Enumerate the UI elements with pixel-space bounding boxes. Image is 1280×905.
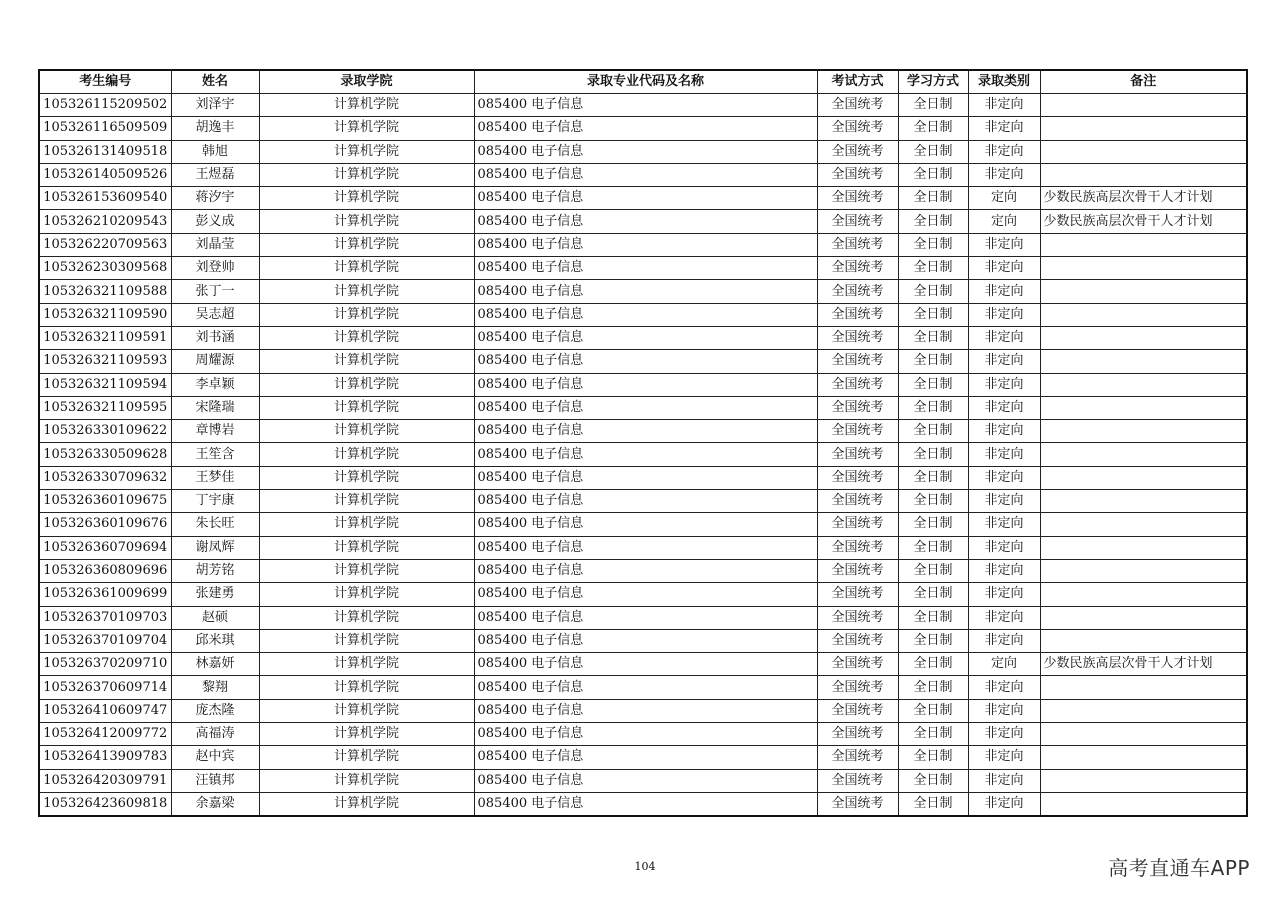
admission-category-cell: 非定向 bbox=[968, 94, 1040, 117]
major-cell: 085400 电子信息 bbox=[474, 490, 817, 513]
exam-type-cell: 全国统考 bbox=[817, 257, 898, 280]
college-cell: 计算机学院 bbox=[259, 443, 474, 466]
name-cell: 赵中宾 bbox=[171, 746, 259, 769]
study-mode-cell: 全日制 bbox=[898, 559, 968, 582]
table-row bbox=[39, 140, 1247, 163]
study-mode-cell: 全日制 bbox=[898, 466, 968, 489]
exam-type-cell: 全国统考 bbox=[817, 117, 898, 140]
college-cell: 计算机学院 bbox=[259, 117, 474, 140]
table-row bbox=[39, 606, 1247, 629]
name-cell: 刘晶莹 bbox=[171, 233, 259, 256]
major-cell: 085400 电子信息 bbox=[474, 326, 817, 349]
watermark-text: 高考直通车APP bbox=[1108, 856, 1250, 880]
name-cell: 刘书涵 bbox=[171, 326, 259, 349]
table-row bbox=[39, 210, 1247, 233]
admission-category-cell: 非定向 bbox=[968, 350, 1040, 373]
name-cell: 张建勇 bbox=[171, 583, 259, 606]
name-cell: 赵硕 bbox=[171, 606, 259, 629]
table-row bbox=[39, 723, 1247, 746]
candidate-id-cell: 105326360709694 bbox=[39, 536, 171, 559]
candidate-id-cell: 105326413909783 bbox=[39, 746, 171, 769]
table-row bbox=[39, 676, 1247, 699]
admission-category-cell: 非定向 bbox=[968, 373, 1040, 396]
remarks-cell bbox=[1040, 396, 1247, 419]
table-row bbox=[39, 280, 1247, 303]
table-row bbox=[39, 746, 1247, 769]
major-cell: 085400 电子信息 bbox=[474, 117, 817, 140]
remarks-cell bbox=[1040, 233, 1247, 256]
column-header: 学习方式 bbox=[898, 70, 968, 94]
admission-category-cell: 非定向 bbox=[968, 257, 1040, 280]
admission-category-cell: 非定向 bbox=[968, 420, 1040, 443]
study-mode-cell: 全日制 bbox=[898, 653, 968, 676]
remarks-cell bbox=[1040, 606, 1247, 629]
study-mode-cell: 全日制 bbox=[898, 676, 968, 699]
exam-type-cell: 全国统考 bbox=[817, 559, 898, 582]
college-cell: 计算机学院 bbox=[259, 373, 474, 396]
exam-type-cell: 全国统考 bbox=[817, 373, 898, 396]
major-cell: 085400 电子信息 bbox=[474, 396, 817, 419]
study-mode-cell: 全日制 bbox=[898, 443, 968, 466]
name-cell: 张丁一 bbox=[171, 280, 259, 303]
college-cell: 计算机学院 bbox=[259, 606, 474, 629]
exam-type-cell: 全国统考 bbox=[817, 792, 898, 816]
name-cell: 蒋汐宇 bbox=[171, 187, 259, 210]
candidate-id-cell: 105326360109675 bbox=[39, 490, 171, 513]
college-cell: 计算机学院 bbox=[259, 536, 474, 559]
candidate-id-cell: 105326115209502 bbox=[39, 94, 171, 117]
major-cell: 085400 电子信息 bbox=[474, 257, 817, 280]
exam-type-cell: 全国统考 bbox=[817, 350, 898, 373]
admission-category-cell: 定向 bbox=[968, 210, 1040, 233]
candidate-id-cell: 105326423609818 bbox=[39, 792, 171, 816]
column-header: 备注 bbox=[1040, 70, 1247, 94]
major-cell: 085400 电子信息 bbox=[474, 140, 817, 163]
exam-type-cell: 全国统考 bbox=[817, 466, 898, 489]
remarks-cell bbox=[1040, 746, 1247, 769]
table-row bbox=[39, 373, 1247, 396]
name-cell: 黎翔 bbox=[171, 676, 259, 699]
study-mode-cell: 全日制 bbox=[898, 769, 968, 792]
admission-category-cell: 非定向 bbox=[968, 303, 1040, 326]
name-cell: 胡芳铭 bbox=[171, 559, 259, 582]
name-cell: 周耀源 bbox=[171, 350, 259, 373]
college-cell: 计算机学院 bbox=[259, 629, 474, 652]
column-header: 录取类别 bbox=[968, 70, 1040, 94]
admission-table bbox=[38, 69, 1248, 817]
study-mode-cell: 全日制 bbox=[898, 210, 968, 233]
exam-type-cell: 全国统考 bbox=[817, 746, 898, 769]
remarks-cell bbox=[1040, 443, 1247, 466]
admission-category-cell: 非定向 bbox=[968, 536, 1040, 559]
remarks-cell bbox=[1040, 257, 1247, 280]
college-cell: 计算机学院 bbox=[259, 490, 474, 513]
candidate-id-cell: 105326210209543 bbox=[39, 210, 171, 233]
major-cell: 085400 电子信息 bbox=[474, 373, 817, 396]
major-cell: 085400 电子信息 bbox=[474, 280, 817, 303]
admission-category-cell: 定向 bbox=[968, 653, 1040, 676]
college-cell: 计算机学院 bbox=[259, 280, 474, 303]
table-row bbox=[39, 233, 1247, 256]
college-cell: 计算机学院 bbox=[259, 210, 474, 233]
remarks-cell bbox=[1040, 792, 1247, 816]
college-cell: 计算机学院 bbox=[259, 163, 474, 186]
exam-type-cell: 全国统考 bbox=[817, 490, 898, 513]
candidate-id-cell: 105326321109595 bbox=[39, 396, 171, 419]
admission-category-cell: 非定向 bbox=[968, 466, 1040, 489]
admission-category-cell: 非定向 bbox=[968, 583, 1040, 606]
name-cell: 章博岩 bbox=[171, 420, 259, 443]
admission-category-cell: 非定向 bbox=[968, 443, 1040, 466]
name-cell: 王煜磊 bbox=[171, 163, 259, 186]
admission-category-cell: 非定向 bbox=[968, 396, 1040, 419]
study-mode-cell: 全日制 bbox=[898, 94, 968, 117]
name-cell: 余嘉梁 bbox=[171, 792, 259, 816]
table-row bbox=[39, 303, 1247, 326]
exam-type-cell: 全国统考 bbox=[817, 280, 898, 303]
table-row bbox=[39, 350, 1247, 373]
candidate-id-cell: 105326360109676 bbox=[39, 513, 171, 536]
remarks-cell bbox=[1040, 723, 1247, 746]
table-row bbox=[39, 513, 1247, 536]
admission-category-cell: 定向 bbox=[968, 187, 1040, 210]
candidate-id-cell: 105326321109594 bbox=[39, 373, 171, 396]
exam-type-cell: 全国统考 bbox=[817, 769, 898, 792]
table-body bbox=[39, 94, 1247, 817]
college-cell: 计算机学院 bbox=[259, 559, 474, 582]
college-cell: 计算机学院 bbox=[259, 699, 474, 722]
remarks-cell bbox=[1040, 769, 1247, 792]
major-cell: 085400 电子信息 bbox=[474, 303, 817, 326]
college-cell: 计算机学院 bbox=[259, 513, 474, 536]
candidate-id-cell: 105326153609540 bbox=[39, 187, 171, 210]
remarks-cell bbox=[1040, 629, 1247, 652]
candidate-id-cell: 105326412009772 bbox=[39, 723, 171, 746]
candidate-id-cell: 105326361009699 bbox=[39, 583, 171, 606]
exam-type-cell: 全国统考 bbox=[817, 210, 898, 233]
exam-type-cell: 全国统考 bbox=[817, 420, 898, 443]
major-cell: 085400 电子信息 bbox=[474, 792, 817, 816]
candidate-id-cell: 105326321109591 bbox=[39, 326, 171, 349]
college-cell: 计算机学院 bbox=[259, 303, 474, 326]
header-row bbox=[39, 70, 1247, 94]
remarks-cell bbox=[1040, 583, 1247, 606]
candidate-id-cell: 105326140509526 bbox=[39, 163, 171, 186]
name-cell: 胡逸丰 bbox=[171, 117, 259, 140]
college-cell: 计算机学院 bbox=[259, 746, 474, 769]
major-cell: 085400 电子信息 bbox=[474, 723, 817, 746]
remarks-cell bbox=[1040, 699, 1247, 722]
column-header: 考生编号 bbox=[39, 70, 171, 94]
candidate-id-cell: 105326116509509 bbox=[39, 117, 171, 140]
column-header: 姓名 bbox=[171, 70, 259, 94]
admission-category-cell: 非定向 bbox=[968, 117, 1040, 140]
column-header: 录取专业代码及名称 bbox=[474, 70, 817, 94]
study-mode-cell: 全日制 bbox=[898, 396, 968, 419]
college-cell: 计算机学院 bbox=[259, 420, 474, 443]
study-mode-cell: 全日制 bbox=[898, 606, 968, 629]
admission-category-cell: 非定向 bbox=[968, 326, 1040, 349]
name-cell: 庞杰隆 bbox=[171, 699, 259, 722]
table-row bbox=[39, 396, 1247, 419]
candidate-id-cell: 105326360809696 bbox=[39, 559, 171, 582]
table-row bbox=[39, 466, 1247, 489]
table-row bbox=[39, 490, 1247, 513]
table-row bbox=[39, 769, 1247, 792]
major-cell: 085400 电子信息 bbox=[474, 233, 817, 256]
candidate-id-cell: 105326370609714 bbox=[39, 676, 171, 699]
candidate-id-cell: 105326410609747 bbox=[39, 699, 171, 722]
major-cell: 085400 电子信息 bbox=[474, 583, 817, 606]
name-cell: 彭义成 bbox=[171, 210, 259, 233]
remarks-cell bbox=[1040, 163, 1247, 186]
major-cell: 085400 电子信息 bbox=[474, 443, 817, 466]
college-cell: 计算机学院 bbox=[259, 792, 474, 816]
candidate-id-cell: 105326420309791 bbox=[39, 769, 171, 792]
name-cell: 宋隆瑞 bbox=[171, 396, 259, 419]
exam-type-cell: 全国统考 bbox=[817, 676, 898, 699]
name-cell: 王梦佳 bbox=[171, 466, 259, 489]
remarks-cell bbox=[1040, 466, 1247, 489]
college-cell: 计算机学院 bbox=[259, 653, 474, 676]
table-row bbox=[39, 443, 1247, 466]
table-row bbox=[39, 583, 1247, 606]
study-mode-cell: 全日制 bbox=[898, 746, 968, 769]
remarks-cell bbox=[1040, 140, 1247, 163]
college-cell: 计算机学院 bbox=[259, 257, 474, 280]
major-cell: 085400 电子信息 bbox=[474, 536, 817, 559]
college-cell: 计算机学院 bbox=[259, 233, 474, 256]
name-cell: 谢凤辉 bbox=[171, 536, 259, 559]
major-cell: 085400 电子信息 bbox=[474, 559, 817, 582]
admission-category-cell: 非定向 bbox=[968, 490, 1040, 513]
exam-type-cell: 全国统考 bbox=[817, 140, 898, 163]
study-mode-cell: 全日制 bbox=[898, 792, 968, 816]
remarks-cell bbox=[1040, 676, 1247, 699]
candidate-id-cell: 105326131409518 bbox=[39, 140, 171, 163]
admission-category-cell: 非定向 bbox=[968, 233, 1040, 256]
study-mode-cell: 全日制 bbox=[898, 723, 968, 746]
major-cell: 085400 电子信息 bbox=[474, 513, 817, 536]
admission-category-cell: 非定向 bbox=[968, 513, 1040, 536]
major-cell: 085400 电子信息 bbox=[474, 187, 817, 210]
name-cell: 刘登帅 bbox=[171, 257, 259, 280]
name-cell: 林嘉妍 bbox=[171, 653, 259, 676]
name-cell: 朱长旺 bbox=[171, 513, 259, 536]
exam-type-cell: 全国统考 bbox=[817, 513, 898, 536]
major-cell: 085400 电子信息 bbox=[474, 629, 817, 652]
candidate-id-cell: 105326230309568 bbox=[39, 257, 171, 280]
admission-category-cell: 非定向 bbox=[968, 629, 1040, 652]
remarks-cell bbox=[1040, 559, 1247, 582]
table-row bbox=[39, 94, 1247, 117]
college-cell: 计算机学院 bbox=[259, 187, 474, 210]
candidate-id-cell: 105326321109588 bbox=[39, 280, 171, 303]
major-cell: 085400 电子信息 bbox=[474, 769, 817, 792]
major-cell: 085400 电子信息 bbox=[474, 420, 817, 443]
college-cell: 计算机学院 bbox=[259, 94, 474, 117]
exam-type-cell: 全国统考 bbox=[817, 653, 898, 676]
remarks-cell bbox=[1040, 420, 1247, 443]
admission-category-cell: 非定向 bbox=[968, 280, 1040, 303]
candidate-id-cell: 105326321109590 bbox=[39, 303, 171, 326]
candidate-id-cell: 105326370209710 bbox=[39, 653, 171, 676]
college-cell: 计算机学院 bbox=[259, 396, 474, 419]
exam-type-cell: 全国统考 bbox=[817, 163, 898, 186]
table-row bbox=[39, 559, 1247, 582]
major-cell: 085400 电子信息 bbox=[474, 466, 817, 489]
exam-type-cell: 全国统考 bbox=[817, 536, 898, 559]
admission-category-cell: 非定向 bbox=[968, 746, 1040, 769]
name-cell: 汪镇邦 bbox=[171, 769, 259, 792]
column-header: 录取学院 bbox=[259, 70, 474, 94]
admission-table-container bbox=[38, 69, 1246, 817]
name-cell: 李卓颖 bbox=[171, 373, 259, 396]
study-mode-cell: 全日制 bbox=[898, 536, 968, 559]
table-row bbox=[39, 420, 1247, 443]
study-mode-cell: 全日制 bbox=[898, 117, 968, 140]
remarks-cell bbox=[1040, 94, 1247, 117]
study-mode-cell: 全日制 bbox=[898, 257, 968, 280]
candidate-id-cell: 105326370109703 bbox=[39, 606, 171, 629]
major-cell: 085400 电子信息 bbox=[474, 163, 817, 186]
table-header bbox=[39, 70, 1247, 94]
college-cell: 计算机学院 bbox=[259, 466, 474, 489]
candidate-id-cell: 105326330109622 bbox=[39, 420, 171, 443]
table-row bbox=[39, 653, 1247, 676]
college-cell: 计算机学院 bbox=[259, 676, 474, 699]
study-mode-cell: 全日制 bbox=[898, 373, 968, 396]
name-cell: 丁宇康 bbox=[171, 490, 259, 513]
study-mode-cell: 全日制 bbox=[898, 699, 968, 722]
exam-type-cell: 全国统考 bbox=[817, 606, 898, 629]
candidate-id-cell: 105326330709632 bbox=[39, 466, 171, 489]
exam-type-cell: 全国统考 bbox=[817, 443, 898, 466]
major-cell: 085400 电子信息 bbox=[474, 746, 817, 769]
exam-type-cell: 全国统考 bbox=[817, 583, 898, 606]
name-cell: 邱米琪 bbox=[171, 629, 259, 652]
name-cell: 王笙含 bbox=[171, 443, 259, 466]
exam-type-cell: 全国统考 bbox=[817, 629, 898, 652]
college-cell: 计算机学院 bbox=[259, 326, 474, 349]
remarks-cell bbox=[1040, 490, 1247, 513]
exam-type-cell: 全国统考 bbox=[817, 699, 898, 722]
candidate-id-cell: 105326330509628 bbox=[39, 443, 171, 466]
study-mode-cell: 全日制 bbox=[898, 233, 968, 256]
table-row bbox=[39, 117, 1247, 140]
study-mode-cell: 全日制 bbox=[898, 513, 968, 536]
table-row bbox=[39, 629, 1247, 652]
study-mode-cell: 全日制 bbox=[898, 187, 968, 210]
study-mode-cell: 全日制 bbox=[898, 280, 968, 303]
remarks-cell bbox=[1040, 513, 1247, 536]
exam-type-cell: 全国统考 bbox=[817, 723, 898, 746]
college-cell: 计算机学院 bbox=[259, 723, 474, 746]
admission-category-cell: 非定向 bbox=[968, 723, 1040, 746]
college-cell: 计算机学院 bbox=[259, 769, 474, 792]
study-mode-cell: 全日制 bbox=[898, 163, 968, 186]
candidate-id-cell: 105326370109704 bbox=[39, 629, 171, 652]
study-mode-cell: 全日制 bbox=[898, 350, 968, 373]
major-cell: 085400 电子信息 bbox=[474, 606, 817, 629]
remarks-cell bbox=[1040, 326, 1247, 349]
table-row bbox=[39, 326, 1247, 349]
candidate-id-cell: 105326321109593 bbox=[39, 350, 171, 373]
study-mode-cell: 全日制 bbox=[898, 583, 968, 606]
remarks-cell bbox=[1040, 373, 1247, 396]
exam-type-cell: 全国统考 bbox=[817, 233, 898, 256]
exam-type-cell: 全国统考 bbox=[817, 94, 898, 117]
admission-category-cell: 非定向 bbox=[968, 559, 1040, 582]
remarks-cell bbox=[1040, 536, 1247, 559]
exam-type-cell: 全国统考 bbox=[817, 326, 898, 349]
remarks-cell bbox=[1040, 350, 1247, 373]
table-row bbox=[39, 257, 1247, 280]
name-cell: 刘泽宇 bbox=[171, 94, 259, 117]
college-cell: 计算机学院 bbox=[259, 350, 474, 373]
remarks-cell bbox=[1040, 280, 1247, 303]
admission-category-cell: 非定向 bbox=[968, 676, 1040, 699]
column-header: 考试方式 bbox=[817, 70, 898, 94]
study-mode-cell: 全日制 bbox=[898, 490, 968, 513]
major-cell: 085400 电子信息 bbox=[474, 210, 817, 233]
table-row bbox=[39, 792, 1247, 816]
table-row bbox=[39, 699, 1247, 722]
major-cell: 085400 电子信息 bbox=[474, 94, 817, 117]
exam-type-cell: 全国统考 bbox=[817, 396, 898, 419]
major-cell: 085400 电子信息 bbox=[474, 653, 817, 676]
major-cell: 085400 电子信息 bbox=[474, 350, 817, 373]
study-mode-cell: 全日制 bbox=[898, 140, 968, 163]
admission-category-cell: 非定向 bbox=[968, 140, 1040, 163]
remarks-cell: 少数民族高层次骨干人才计划 bbox=[1040, 187, 1247, 210]
major-cell: 085400 电子信息 bbox=[474, 699, 817, 722]
page-number: 104 bbox=[634, 860, 656, 873]
major-cell: 085400 电子信息 bbox=[474, 676, 817, 699]
remarks-cell bbox=[1040, 303, 1247, 326]
candidate-id-cell: 105326220709563 bbox=[39, 233, 171, 256]
admission-category-cell: 非定向 bbox=[968, 769, 1040, 792]
table-row bbox=[39, 163, 1247, 186]
name-cell: 韩旭 bbox=[171, 140, 259, 163]
remarks-cell: 少数民族高层次骨干人才计划 bbox=[1040, 210, 1247, 233]
college-cell: 计算机学院 bbox=[259, 140, 474, 163]
study-mode-cell: 全日制 bbox=[898, 420, 968, 443]
admission-category-cell: 非定向 bbox=[968, 163, 1040, 186]
exam-type-cell: 全国统考 bbox=[817, 303, 898, 326]
table-row bbox=[39, 187, 1247, 210]
admission-category-cell: 非定向 bbox=[968, 792, 1040, 816]
study-mode-cell: 全日制 bbox=[898, 629, 968, 652]
table-row bbox=[39, 536, 1247, 559]
study-mode-cell: 全日制 bbox=[898, 303, 968, 326]
college-cell: 计算机学院 bbox=[259, 583, 474, 606]
name-cell: 高福涛 bbox=[171, 723, 259, 746]
admission-category-cell: 非定向 bbox=[968, 699, 1040, 722]
name-cell: 吴志超 bbox=[171, 303, 259, 326]
admission-category-cell: 非定向 bbox=[968, 606, 1040, 629]
study-mode-cell: 全日制 bbox=[898, 326, 968, 349]
remarks-cell bbox=[1040, 117, 1247, 140]
exam-type-cell: 全国统考 bbox=[817, 187, 898, 210]
remarks-cell: 少数民族高层次骨干人才计划 bbox=[1040, 653, 1247, 676]
